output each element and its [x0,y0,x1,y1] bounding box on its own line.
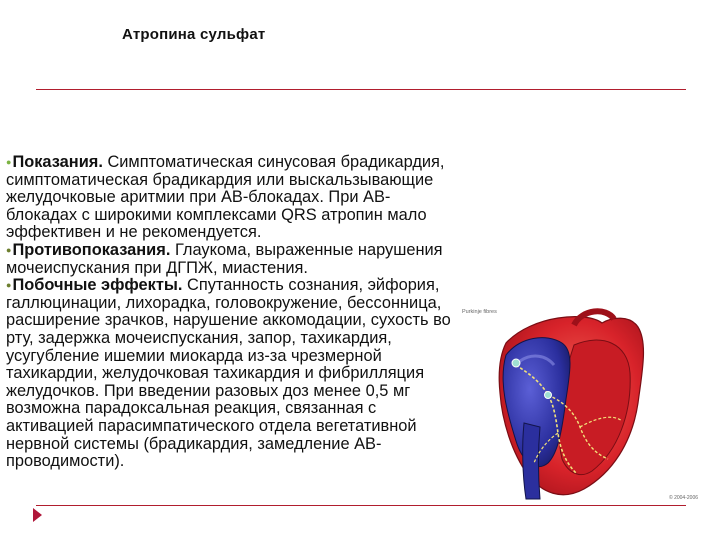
bullet-icon: ● [6,280,12,291]
slide-title: Атропина сульфат [122,26,266,43]
contraindications-paragraph [6,242,452,277]
sa-node [512,359,520,367]
bottom-divider [36,505,686,506]
av-node [545,392,552,399]
contraindications-text: Глаукома, выраженные нарушения мочеиспускания при ДГПЖ, миастения. [6,240,443,277]
top-divider [36,89,686,90]
bullet-icon: ● [6,157,12,167]
contraindications-label: Противопоказания. [12,240,171,259]
bullet-icon: ● [6,244,12,255]
play-arrow-icon [33,508,42,522]
side-effects-paragraph [6,277,452,471]
side-effects-label: Побочные эффекты. [12,276,183,295]
indications-text: Симптоматическая синусовая брадикардия, симптоматическая брадикардия или выскальзывающие желудочковые аритмии при АВ-блокадах. При АВ-блокадах с широкими комплексами QRS атропин мало эффективен и не рекомендуется. [6,153,445,242]
figure-copyright: © 2004-2006 [669,495,698,501]
indications-paragraph [6,154,452,242]
vena-cava [523,423,540,499]
slide-body [6,154,452,471]
indications-label: Показания. [12,153,103,171]
figure-label: Purkinje fibres [462,309,497,315]
side-effects-text: Спутанность сознания, эйфория, галлюцинации, лихорадка, головокружение, бессонница, расширение зрачков, нарушение аккомодации, сухость во рту, задержка мочеиспускания, запор, тахикардия, усугубление ишемии миокарда из-за чрезмерной тахикардии, желудочковая тахикардия и фибрилляция желудочков. При введении разовых доз менее 0,5 мг возможна парадоксальная реакция, связанная с активацией парасимпатического отдела вегетативной нервной системы (брадикардия, замедление АВ-проводимости). [6,276,451,471]
heart-illustration [462,303,700,509]
heart-conduction-figure [462,303,700,509]
